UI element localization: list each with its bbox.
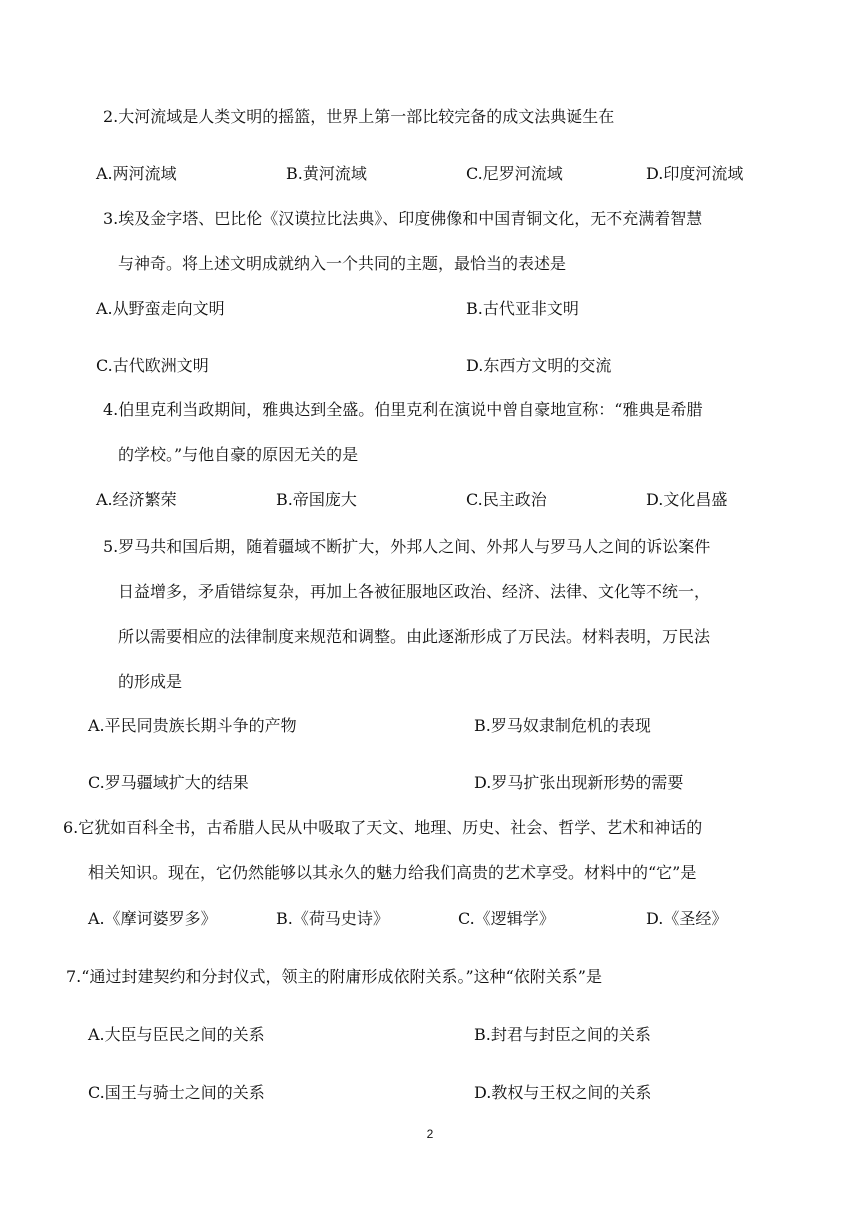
question-6-text-line-1: 6.它犹如百科全书，古希腊人民从中吸取了天文、地理、历史、社会、哲学、艺术和神话的 [63,818,703,837]
question-3-option-c: C.古代欧洲文明 [96,356,209,375]
question-7-option-a: A.大臣与臣民之间的关系 [88,1025,265,1044]
question-4-option-d: D.文化昌盛 [646,490,728,509]
question-5-option-b: B.罗马奴隶制危机的表现 [474,716,651,735]
question-2-option-b: B.黄河流域 [286,164,367,183]
question-5-text-line-1: 5.罗马共和国后期，随着疆域不断扩大，外邦人之间、外邦人与罗马人之间的诉讼案件 [103,537,711,556]
question-4-text-line-1: 4.伯里克利当政期间，雅典达到全盛。伯里克利在演说中曾自豪地宣称：“雅典是希腊 [103,400,703,419]
question-3-option-d: D.东西方文明的交流 [466,356,612,375]
question-6-option-b: B.《荷马史诗》 [276,909,389,928]
question-3-text-line-1: 3.埃及金字塔、巴比伦《汉谟拉比法典》、印度佛像和中国青铜文化，无不充满着智慧 [103,209,703,228]
question-5-text-line-4: 的形成是 [118,672,183,691]
question-7-text: 7.“通过封建契约和分封仪式，领主的附庸形成依附关系。”这种“依附关系”是 [66,967,602,986]
question-3-option-a: A.从野蛮走向文明 [96,299,225,318]
question-6-option-a: A.《摩诃婆罗多》 [88,909,217,928]
question-6-text-line-2: 相关知识。现在，它仍然能够以其永久的魅力给我们高贵的艺术享受。材料中的“它”是 [88,863,697,882]
question-2-text: 2.大河流域是人类文明的摇篮，世界上第一部比较完备的成文法典诞生在 [103,107,615,126]
question-3-option-b: B.古代亚非文明 [466,299,579,318]
question-5-text-line-3: 所以需要相应的法律制度来规范和调整。由此逐渐形成了万民法。材料表明，万民法 [118,627,711,646]
question-4-option-b: B.帝国庞大 [276,490,357,509]
question-3-text-line-2: 与神奇。将上述文明成就纳入一个共同的主题，最恰当的表述是 [118,254,567,273]
question-5-text-line-2: 日益增多，矛盾错综复杂，再加上各被征服地区政治、经济、法律、文化等不统一， [118,582,711,601]
question-4-text-line-2: 的学校。”与他自豪的原因无关的是 [118,445,359,464]
question-2-option-d: D.印度河流域 [646,164,744,183]
question-6-option-c: C.《逻辑学》 [458,909,555,928]
question-5-option-a: A.平民同贵族长期斗争的产物 [88,716,297,735]
question-4-option-a: A.经济繁荣 [96,490,177,509]
question-4-option-c: C.民主政治 [466,490,547,509]
question-7-option-d: D.教权与王权之间的关系 [474,1083,652,1102]
question-6-option-d: D.《圣经》 [646,909,728,928]
question-7-option-c: C.国王与骑士之间的关系 [88,1083,265,1102]
question-7-option-b: B.封君与封臣之间的关系 [474,1025,651,1044]
question-2-option-a: A.两河流域 [96,164,177,183]
question-5-option-d: D.罗马扩张出现新形势的需要 [474,773,684,792]
question-2-option-c: C.尼罗河流域 [466,164,563,183]
page-number: 2 [426,1127,434,1141]
question-5-option-c: C.罗马疆域扩大的结果 [88,773,249,792]
